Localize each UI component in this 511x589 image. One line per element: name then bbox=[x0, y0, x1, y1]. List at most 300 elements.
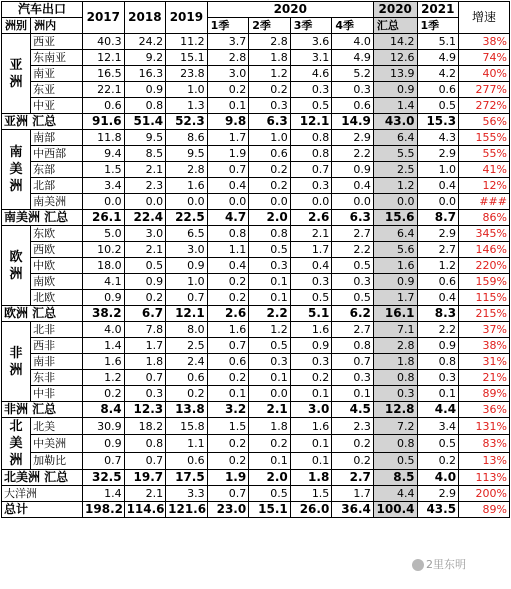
value-cell: 24.2 bbox=[124, 34, 166, 50]
value-cell: 0.1 bbox=[290, 452, 332, 469]
subregion-name: 南非 bbox=[31, 354, 83, 370]
value-cell: 0.9 bbox=[373, 274, 417, 290]
value-cell: 32.5 bbox=[83, 470, 125, 486]
value-cell: 1.4 bbox=[373, 98, 417, 114]
header-2020: 2020 bbox=[207, 2, 373, 18]
growth-cell: 31% bbox=[459, 354, 510, 370]
value-cell: 18.0 bbox=[83, 258, 125, 274]
value-cell: 2.1 bbox=[124, 486, 166, 502]
table-row bbox=[2, 98, 510, 114]
value-cell: 2.5 bbox=[373, 162, 417, 178]
value-cell: 6.4 bbox=[373, 226, 417, 242]
value-cell: 2.7 bbox=[332, 322, 374, 338]
value-cell: 1.0 bbox=[166, 82, 208, 98]
value-cell: 1.1 bbox=[207, 242, 249, 258]
subregion-name: 南部 bbox=[31, 130, 83, 146]
value-cell: 1.5 bbox=[83, 162, 125, 178]
total-row bbox=[2, 502, 510, 518]
value-cell: 0.1 bbox=[290, 435, 332, 452]
value-cell: 2.4 bbox=[166, 354, 208, 370]
value-cell: 2.9 bbox=[417, 486, 459, 502]
value-cell: 0.2 bbox=[166, 386, 208, 402]
subregion-name: 东非 bbox=[31, 370, 83, 386]
header-growth: 增速 bbox=[459, 2, 510, 34]
value-cell: 8.0 bbox=[166, 322, 208, 338]
value-cell: 0.1 bbox=[249, 274, 291, 290]
value-cell: 3.0 bbox=[166, 242, 208, 258]
table-row bbox=[2, 452, 510, 469]
value-cell: 2.7 bbox=[332, 226, 374, 242]
oceania-row-label: 大洋洲 bbox=[2, 486, 83, 502]
value-cell: 2.3 bbox=[332, 418, 374, 435]
value-cell: 0.1 bbox=[417, 386, 459, 402]
value-cell: 8.5 bbox=[124, 146, 166, 162]
growth-cell: 56% bbox=[459, 114, 510, 130]
value-cell: 2.9 bbox=[417, 226, 459, 242]
value-cell: 0.1 bbox=[249, 370, 291, 386]
value-cell: 0.3 bbox=[249, 258, 291, 274]
value-cell: 5.5 bbox=[373, 146, 417, 162]
value-cell: 16.5 bbox=[83, 66, 125, 82]
value-cell: 8.3 bbox=[417, 306, 459, 322]
value-cell: 43.0 bbox=[373, 114, 417, 130]
header-subregion: 洲内 bbox=[31, 18, 83, 34]
value-cell: 8.6 bbox=[166, 130, 208, 146]
value-cell: 14.9 bbox=[332, 114, 374, 130]
value-cell: 36.4 bbox=[332, 502, 374, 518]
value-cell: 0.2 bbox=[249, 178, 291, 194]
subregion-name: 西非 bbox=[31, 338, 83, 354]
table-row bbox=[2, 146, 510, 162]
value-cell: 0.9 bbox=[290, 338, 332, 354]
value-cell: 2.8 bbox=[373, 338, 417, 354]
value-cell: 0.8 bbox=[373, 435, 417, 452]
value-cell: 19.7 bbox=[124, 470, 166, 486]
header-q1-2021: 1季 bbox=[417, 18, 459, 34]
value-cell: 0.8 bbox=[124, 435, 166, 452]
value-cell: 51.4 bbox=[124, 114, 166, 130]
table-row bbox=[2, 435, 510, 452]
value-cell: 0.8 bbox=[290, 146, 332, 162]
table-row bbox=[2, 418, 510, 435]
value-cell: 0.7 bbox=[207, 162, 249, 178]
table-row bbox=[2, 322, 510, 338]
value-cell: 1.6 bbox=[290, 322, 332, 338]
region-label bbox=[2, 418, 31, 470]
value-cell: 1.8 bbox=[249, 418, 291, 435]
value-cell: 2.9 bbox=[332, 130, 374, 146]
region-name: 亚洲 bbox=[9, 57, 23, 90]
value-cell: 0.4 bbox=[332, 178, 374, 194]
value-cell: 0.3 bbox=[332, 274, 374, 290]
value-cell: 6.4 bbox=[373, 130, 417, 146]
value-cell: 5.0 bbox=[83, 226, 125, 242]
value-cell: 2.6 bbox=[207, 306, 249, 322]
subregion-name: 东部 bbox=[31, 162, 83, 178]
value-cell: 15.8 bbox=[166, 418, 208, 435]
table-row bbox=[2, 194, 510, 210]
value-cell: 9.4 bbox=[83, 146, 125, 162]
value-cell: 1.6 bbox=[83, 354, 125, 370]
value-cell: 6.2 bbox=[332, 306, 374, 322]
value-cell: 0.9 bbox=[166, 258, 208, 274]
value-cell: 15.3 bbox=[417, 114, 459, 130]
value-cell: 0.5 bbox=[249, 338, 291, 354]
growth-cell: 36% bbox=[459, 402, 510, 418]
table-row bbox=[2, 242, 510, 258]
value-cell: 0.3 bbox=[373, 386, 417, 402]
value-cell: 2.7 bbox=[417, 242, 459, 258]
table-row bbox=[2, 162, 510, 178]
value-cell: 15.6 bbox=[373, 210, 417, 226]
value-cell: 0.2 bbox=[207, 82, 249, 98]
value-cell: 0.4 bbox=[417, 290, 459, 306]
table-row bbox=[2, 386, 510, 402]
value-cell: 0.8 bbox=[373, 370, 417, 386]
value-cell: 16.3 bbox=[124, 66, 166, 82]
value-cell: 0.7 bbox=[124, 370, 166, 386]
value-cell: 3.0 bbox=[290, 402, 332, 418]
value-cell: 2.7 bbox=[332, 470, 374, 486]
value-cell: 2.5 bbox=[166, 338, 208, 354]
value-cell: 22.4 bbox=[124, 210, 166, 226]
value-cell: 1.8 bbox=[124, 354, 166, 370]
value-cell: 0.8 bbox=[417, 354, 459, 370]
value-cell: 0.2 bbox=[332, 452, 374, 469]
value-cell: 1.8 bbox=[373, 354, 417, 370]
value-cell: 0.3 bbox=[417, 370, 459, 386]
value-cell: 2.0 bbox=[249, 470, 291, 486]
value-cell: 26.1 bbox=[83, 210, 125, 226]
value-cell: 0.9 bbox=[373, 82, 417, 98]
value-cell: 1.9 bbox=[207, 146, 249, 162]
value-cell: 0.7 bbox=[83, 452, 125, 469]
value-cell: 0.8 bbox=[290, 130, 332, 146]
header-2020-total-label: 汇总 bbox=[373, 18, 417, 34]
subregion-name: 北部 bbox=[31, 178, 83, 194]
value-cell: 0.9 bbox=[124, 82, 166, 98]
value-cell: 0.0 bbox=[332, 194, 374, 210]
value-cell: 40.3 bbox=[83, 34, 125, 50]
value-cell: 0.3 bbox=[332, 82, 374, 98]
table-row bbox=[2, 178, 510, 194]
value-cell: 7.2 bbox=[373, 418, 417, 435]
value-cell: 2.1 bbox=[124, 242, 166, 258]
growth-cell: 146% bbox=[459, 242, 510, 258]
value-cell: 0.0 bbox=[373, 194, 417, 210]
value-cell: 1.3 bbox=[166, 98, 208, 114]
subregion-name: 中欧 bbox=[31, 258, 83, 274]
value-cell: 1.2 bbox=[249, 66, 291, 82]
growth-cell: 37% bbox=[459, 322, 510, 338]
subregion-name: 南美洲 bbox=[31, 194, 83, 210]
table-row bbox=[2, 370, 510, 386]
value-cell: 52.3 bbox=[166, 114, 208, 130]
value-cell: 2.1 bbox=[124, 162, 166, 178]
table-title: 汽车出口 bbox=[2, 2, 83, 18]
value-cell: 3.6 bbox=[290, 34, 332, 50]
value-cell: 23.0 bbox=[207, 502, 249, 518]
value-cell: 3.2 bbox=[207, 402, 249, 418]
value-cell: 2.2 bbox=[249, 306, 291, 322]
growth-cell: 215% bbox=[459, 306, 510, 322]
value-cell: 4.5 bbox=[332, 402, 374, 418]
table-row bbox=[2, 34, 510, 50]
value-cell: 3.3 bbox=[166, 486, 208, 502]
table-row bbox=[2, 290, 510, 306]
value-cell: 0.0 bbox=[124, 194, 166, 210]
subregion-name: 东南亚 bbox=[31, 50, 83, 66]
value-cell: 1.7 bbox=[373, 290, 417, 306]
value-cell: 0.1 bbox=[207, 386, 249, 402]
value-cell: 0.2 bbox=[207, 435, 249, 452]
value-cell: 0.7 bbox=[207, 338, 249, 354]
summary-row bbox=[2, 210, 510, 226]
value-cell: 4.9 bbox=[417, 50, 459, 66]
value-cell: 0.6 bbox=[83, 98, 125, 114]
value-cell: 7.1 bbox=[373, 322, 417, 338]
growth-cell: 345% bbox=[459, 226, 510, 242]
value-cell: 6.5 bbox=[166, 226, 208, 242]
value-cell: 0.6 bbox=[417, 274, 459, 290]
value-cell: 2.3 bbox=[124, 178, 166, 194]
value-cell: 10.2 bbox=[83, 242, 125, 258]
value-cell: 0.3 bbox=[290, 354, 332, 370]
value-cell: 26.0 bbox=[290, 502, 332, 518]
value-cell: 0.7 bbox=[290, 162, 332, 178]
value-cell: 5.1 bbox=[290, 306, 332, 322]
wechat-icon bbox=[412, 559, 424, 571]
value-cell: 12.1 bbox=[83, 50, 125, 66]
value-cell: 1.0 bbox=[166, 274, 208, 290]
value-cell: 0.1 bbox=[207, 98, 249, 114]
auto-export-table bbox=[1, 1, 510, 518]
value-cell: 0.9 bbox=[417, 338, 459, 354]
value-cell: 4.4 bbox=[417, 402, 459, 418]
value-cell: 5.2 bbox=[332, 66, 374, 82]
value-cell: 22.5 bbox=[166, 210, 208, 226]
subregion-name: 中西部 bbox=[31, 146, 83, 162]
summary-label: 亚洲 汇总 bbox=[2, 114, 83, 130]
summary-row bbox=[2, 470, 510, 486]
value-cell: 8.7 bbox=[417, 210, 459, 226]
growth-cell: 12% bbox=[459, 178, 510, 194]
value-cell: 1.5 bbox=[207, 418, 249, 435]
summary-label: 南美洲 汇总 bbox=[2, 210, 83, 226]
header-q1: 1季 bbox=[207, 18, 249, 34]
value-cell: 12.3 bbox=[124, 402, 166, 418]
value-cell: 0.7 bbox=[332, 354, 374, 370]
value-cell: 1.2 bbox=[249, 322, 291, 338]
value-cell: 0.3 bbox=[249, 354, 291, 370]
value-cell: 1.7 bbox=[124, 338, 166, 354]
value-cell: 0.3 bbox=[290, 274, 332, 290]
value-cell: 0.4 bbox=[207, 258, 249, 274]
subregion-name: 东亚 bbox=[31, 82, 83, 98]
value-cell: 1.0 bbox=[249, 130, 291, 146]
value-cell: 0.2 bbox=[417, 452, 459, 469]
value-cell: 0.7 bbox=[124, 452, 166, 469]
value-cell: 0.0 bbox=[417, 194, 459, 210]
growth-cell: 89% bbox=[459, 386, 510, 402]
value-cell: 4.0 bbox=[83, 322, 125, 338]
value-cell: 1.2 bbox=[373, 178, 417, 194]
value-cell: 2.2 bbox=[332, 146, 374, 162]
header-2019: 2019 bbox=[166, 2, 208, 34]
value-cell: 0.3 bbox=[290, 178, 332, 194]
table-body bbox=[2, 34, 510, 518]
value-cell: 4.2 bbox=[417, 66, 459, 82]
value-cell: 8.5 bbox=[373, 470, 417, 486]
header-q3: 3季 bbox=[290, 18, 332, 34]
value-cell: 1.5 bbox=[290, 486, 332, 502]
value-cell: 0.2 bbox=[207, 290, 249, 306]
value-cell: 0.5 bbox=[332, 290, 374, 306]
value-cell: 0.5 bbox=[417, 98, 459, 114]
value-cell: 0.8 bbox=[332, 338, 374, 354]
value-cell: 0.3 bbox=[332, 370, 374, 386]
value-cell: 0.5 bbox=[332, 258, 374, 274]
value-cell: 0.5 bbox=[249, 486, 291, 502]
header-region: 洲别 bbox=[2, 18, 31, 34]
summary-row bbox=[2, 114, 510, 130]
value-cell: 1.7 bbox=[207, 130, 249, 146]
value-cell: 0.3 bbox=[290, 82, 332, 98]
value-cell: 2.0 bbox=[249, 210, 291, 226]
value-cell: 38.2 bbox=[83, 306, 125, 322]
value-cell: 1.0 bbox=[417, 162, 459, 178]
region-label bbox=[2, 34, 31, 114]
value-cell: 0.2 bbox=[249, 435, 291, 452]
value-cell: 1.2 bbox=[417, 258, 459, 274]
value-cell: 0.2 bbox=[249, 82, 291, 98]
watermark bbox=[412, 556, 466, 572]
growth-cell: 13% bbox=[459, 452, 510, 469]
value-cell: 14.2 bbox=[373, 34, 417, 50]
value-cell: 9.5 bbox=[124, 130, 166, 146]
value-cell: 0.7 bbox=[166, 290, 208, 306]
value-cell: 5.1 bbox=[417, 34, 459, 50]
value-cell: 1.7 bbox=[332, 486, 374, 502]
value-cell: 4.0 bbox=[417, 470, 459, 486]
growth-cell: 200% bbox=[459, 486, 510, 502]
value-cell: 0.5 bbox=[124, 258, 166, 274]
value-cell: 12.1 bbox=[166, 306, 208, 322]
value-cell: 0.1 bbox=[249, 452, 291, 469]
value-cell: 4.4 bbox=[373, 486, 417, 502]
table-row bbox=[2, 338, 510, 354]
subregion-name: 南亚 bbox=[31, 66, 83, 82]
value-cell: 4.1 bbox=[83, 274, 125, 290]
value-cell: 18.2 bbox=[124, 418, 166, 435]
value-cell: 4.3 bbox=[417, 130, 459, 146]
value-cell: 2.8 bbox=[166, 162, 208, 178]
growth-cell: 277% bbox=[459, 82, 510, 98]
header-q2: 2季 bbox=[249, 18, 291, 34]
summary-label: 非洲 汇总 bbox=[2, 402, 83, 418]
watermark-text: 2里东明 bbox=[426, 558, 466, 571]
value-cell: 0.8 bbox=[207, 226, 249, 242]
value-cell: 16.1 bbox=[373, 306, 417, 322]
value-cell: 43.5 bbox=[417, 502, 459, 518]
value-cell: 0.5 bbox=[417, 435, 459, 452]
value-cell: 0.0 bbox=[207, 194, 249, 210]
subregion-name: 南欧 bbox=[31, 274, 83, 290]
region-label bbox=[2, 226, 31, 306]
value-cell: 0.3 bbox=[249, 98, 291, 114]
growth-cell: 38% bbox=[459, 34, 510, 50]
value-cell: 0.7 bbox=[207, 486, 249, 502]
value-cell: 1.6 bbox=[290, 418, 332, 435]
growth-cell: 38% bbox=[459, 338, 510, 354]
value-cell: 3.4 bbox=[83, 178, 125, 194]
value-cell: 0.6 bbox=[417, 82, 459, 98]
header-q4: 4季 bbox=[332, 18, 374, 34]
subregion-name: 西亚 bbox=[31, 34, 83, 50]
region-name: 南美洲 bbox=[9, 145, 23, 194]
value-cell: 3.1 bbox=[290, 50, 332, 66]
value-cell: 0.6 bbox=[249, 146, 291, 162]
value-cell: 1.1 bbox=[166, 435, 208, 452]
growth-cell: 83% bbox=[459, 435, 510, 452]
value-cell: 0.2 bbox=[207, 274, 249, 290]
oceania-row bbox=[2, 486, 510, 502]
summary-row bbox=[2, 306, 510, 322]
growth-cell: 74% bbox=[459, 50, 510, 66]
growth-cell: 40% bbox=[459, 66, 510, 82]
value-cell: 0.8 bbox=[249, 226, 291, 242]
value-cell: 2.2 bbox=[332, 242, 374, 258]
value-cell: 0.0 bbox=[290, 194, 332, 210]
value-cell: 0.0 bbox=[83, 194, 125, 210]
growth-cell: 159% bbox=[459, 274, 510, 290]
value-cell: 0.5 bbox=[290, 98, 332, 114]
value-cell: 0.0 bbox=[249, 194, 291, 210]
subregion-name: 中非 bbox=[31, 386, 83, 402]
table-row bbox=[2, 82, 510, 98]
value-cell: 2.8 bbox=[207, 50, 249, 66]
region-name: 北美洲 bbox=[9, 419, 23, 468]
value-cell: 9.8 bbox=[207, 114, 249, 130]
value-cell: 0.2 bbox=[83, 386, 125, 402]
value-cell: 6.3 bbox=[332, 210, 374, 226]
value-cell: 13.9 bbox=[373, 66, 417, 82]
value-cell: 0.6 bbox=[166, 452, 208, 469]
value-cell: 23.8 bbox=[166, 66, 208, 82]
value-cell: 3.4 bbox=[417, 418, 459, 435]
value-cell: 3.7 bbox=[207, 34, 249, 50]
region-label bbox=[2, 130, 31, 210]
table-row bbox=[2, 50, 510, 66]
summary-row bbox=[2, 402, 510, 418]
value-cell: 5.6 bbox=[373, 242, 417, 258]
value-cell: 121.6 bbox=[166, 502, 208, 518]
growth-cell: 41% bbox=[459, 162, 510, 178]
value-cell: 4.0 bbox=[332, 34, 374, 50]
subregion-name: 西欧 bbox=[31, 242, 83, 258]
value-cell: 0.4 bbox=[207, 178, 249, 194]
region-name: 欧洲 bbox=[9, 249, 23, 282]
value-cell: 15.1 bbox=[249, 502, 291, 518]
value-cell: 0.5 bbox=[373, 452, 417, 469]
growth-cell: 86% bbox=[459, 210, 510, 226]
value-cell: 1.4 bbox=[83, 486, 125, 502]
value-cell: 2.2 bbox=[417, 322, 459, 338]
value-cell: 0.0 bbox=[249, 386, 291, 402]
value-cell: 0.2 bbox=[290, 370, 332, 386]
total-row-label: 总计 bbox=[2, 502, 83, 518]
value-cell: 1.6 bbox=[166, 178, 208, 194]
